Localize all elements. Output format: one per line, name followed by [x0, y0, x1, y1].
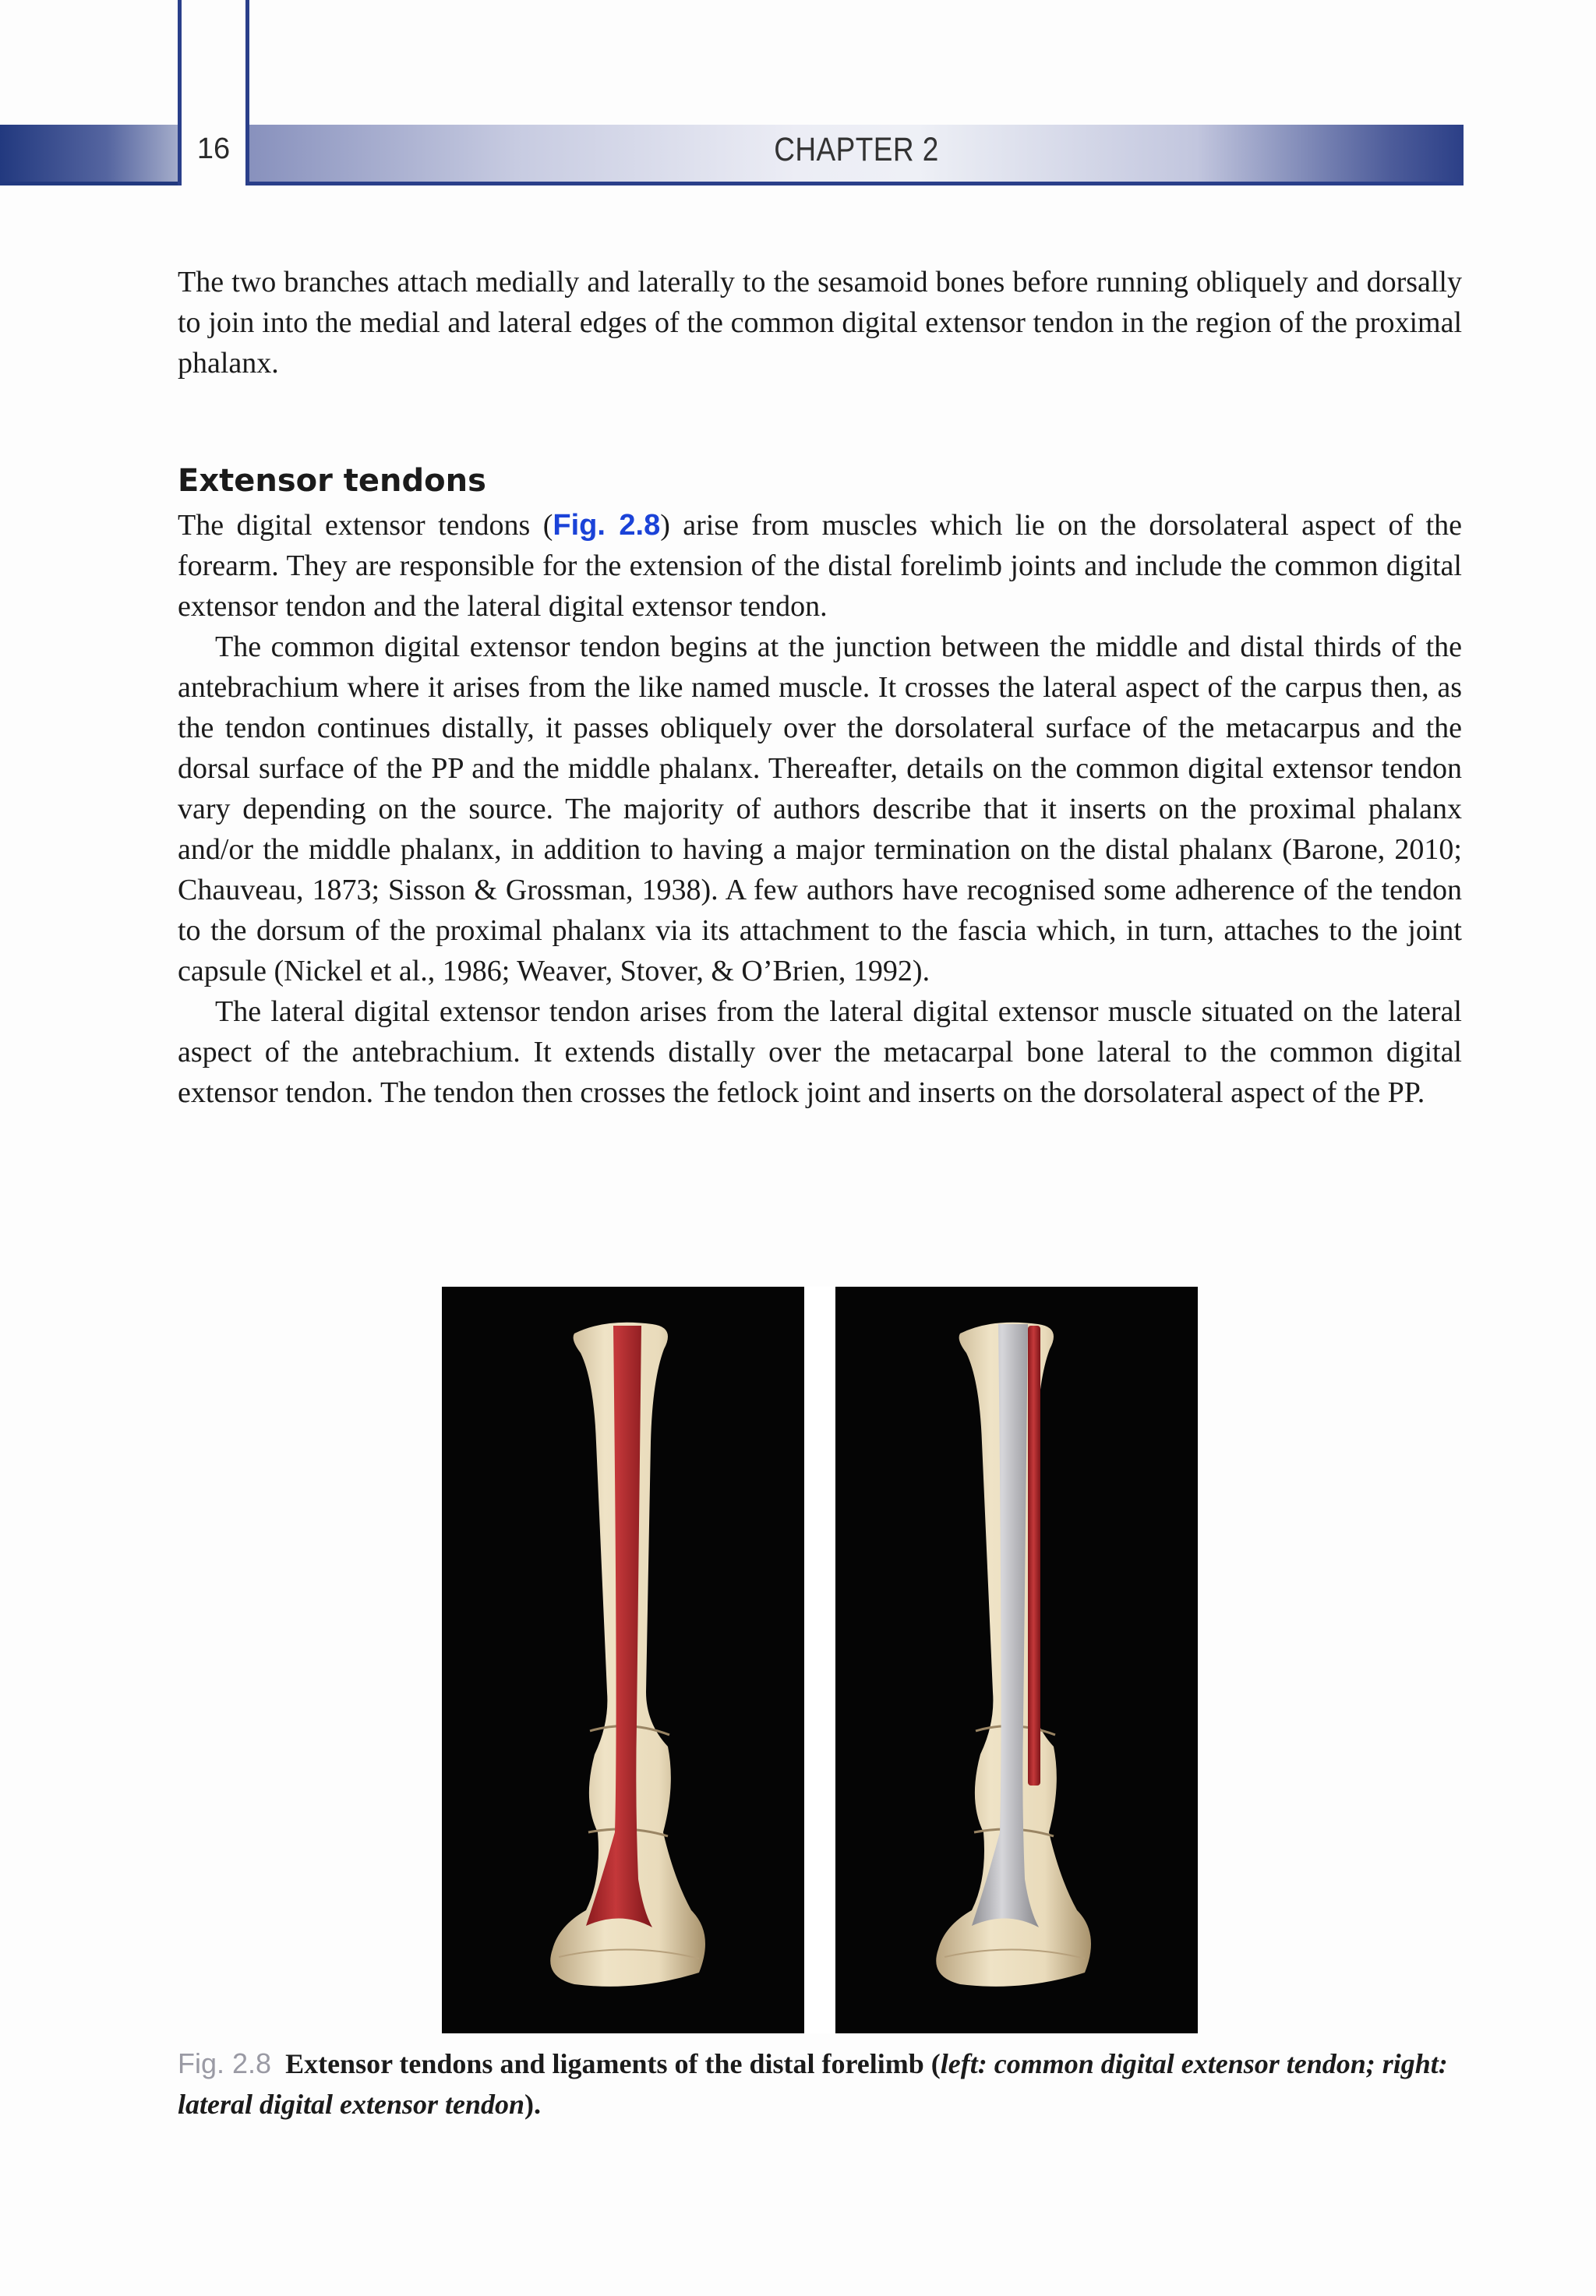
intro-paragraph-block [178, 262, 1462, 383]
caption-main: Extensor tendons and ligaments of the distal forelimb ( [285, 2048, 941, 2079]
section-paragraph-3: The lateral digital extensor tendon arises from the lateral digital extensor muscle situated on the lateral aspect of the antebrachium. It extends distally over the metacarpal bone lateral to the common digital extensor tendon. The tendon then crosses the fetlock joint and inserts on the dorsolateral aspect of the PP. [178, 995, 1462, 1109]
section-paragraph-1 [178, 505, 1462, 627]
figure-image [442, 1287, 1198, 2033]
figure-caption [178, 2043, 1462, 2125]
header-band-left [0, 125, 178, 185]
intro-paragraph: The two branches attach medially and laterally to the sesamoid bones before running obliquely and dorsally to join into the medial and lateral edges of the common digital extensor tendon in the region of the proximal phalanx. [178, 266, 1462, 380]
figure-reference-link[interactable]: Fig. 2.8 [553, 509, 661, 542]
paragraph-1-start: The digital extensor tendons ( [178, 509, 553, 542]
page-number: 16 [196, 132, 231, 165]
section-heading: Extensor tendons [178, 463, 486, 499]
lateral-digital-extensor-tendon [1028, 1326, 1040, 1786]
figure-illustration [442, 1287, 1198, 2033]
caption-end: ). [524, 2089, 542, 2120]
header-rule-left [0, 182, 178, 185]
chapter-title: CHAPTER 2 [774, 131, 939, 168]
paragraph-1-rest: ) arise from muscles which lie on the dorsolateral aspect of the forearm. They are responsible for the extension of the distal forelimb joints and include the common digital extensor tendon and the lateral digital extensor tendon. [178, 509, 1462, 623]
section-paragraph-2: The common digital extensor tendon begins at the junction between the middle and distal thirds of the antebrachium where it arises from the like named muscle. It crosses the lateral aspect of the carpus then, as the tendon continues distally, it passes obliquely over the dorsolateral surface of the metacarpus and the dorsal surface of the PP and the middle phalanx. Thereafter, details on the common digital extensor tendon vary depending on the source. The majority of authors describe that it inserts on the proximal phalanx and/or the middle phalanx, in addition to having a major termination on the distal phalanx (Barone, 2010; Chauveau, 1873; Sisson & Grossman, 1938). A few authors have recognised some adherence of the tendon to the dorsum of the proximal phalanx via its attachment to the fascia which, in turn, attaches to the joint capsule (Nickel et al., 1986; Weaver, Stover, & O’Brien, 1992). [178, 631, 1462, 987]
section-body [178, 505, 1462, 1113]
caption-italic: left: common digital extensor tendon; right: lateral digital extensor tendon [178, 2048, 1448, 2120]
panel-divider [804, 1287, 835, 2033]
figure-label: Fig. 2.8 [178, 2047, 272, 2079]
